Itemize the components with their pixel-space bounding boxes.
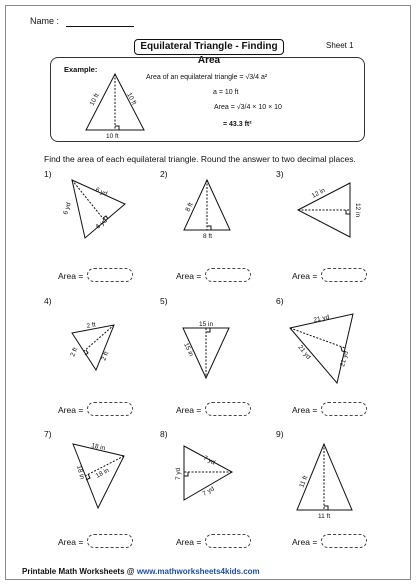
- triangle-6-label-top: 21 yd: [312, 313, 330, 324]
- triangle-8-label-left: 7 yd: [175, 467, 182, 480]
- problem-number-9: 9): [276, 429, 284, 439]
- triangle-4: [72, 325, 114, 370]
- triangle-7-label-mid: 18 in: [94, 466, 111, 480]
- problem-number-1: 1): [44, 169, 52, 179]
- triangle-4-label-top: 2 ft: [86, 321, 97, 330]
- triangle-4-label-left: 2 ft: [69, 346, 80, 358]
- area-label-2: Area =: [176, 271, 202, 281]
- triangle-7-label-top: 18 in: [90, 442, 106, 453]
- example-formula-prefix: Area of an equilateral triangle =: [146, 74, 244, 81]
- footer: [22, 567, 260, 576]
- instructions: Find the area of each equilateral triangle. Round the answer to two decimal places.: [44, 154, 356, 164]
- triangle-6-label-left: 21 yd: [296, 343, 312, 361]
- problem-number-5: 5): [160, 296, 168, 306]
- triangle-8-label-bottom: 7 yd: [201, 485, 216, 498]
- problem-number-7: 7): [44, 429, 52, 439]
- area-label-3: Area =: [292, 271, 318, 281]
- example-label-left: 10 ft: [88, 92, 101, 107]
- name-label: Name :: [30, 16, 60, 26]
- triangle-2-label-left: 8 ft: [184, 201, 195, 213]
- area-label-6: Area =: [292, 405, 318, 415]
- area-label-9: Area =: [292, 537, 318, 547]
- triangle-5-label-top: 15 in: [199, 321, 214, 328]
- triangle-2-label-bottom: 8 ft: [203, 233, 213, 240]
- footer-url-link[interactable]: www.mathworksheets4kids.com: [136, 567, 260, 576]
- triangle-1-label-left: 6 yd: [62, 201, 73, 216]
- triangle-9-label-left: 11 ft: [298, 474, 310, 489]
- footer-prefix: Printable Math Worksheets @: [22, 567, 135, 576]
- area-label-1: Area =: [58, 271, 84, 281]
- worksheet-title: Equilateral Triangle - Finding Area: [134, 39, 284, 55]
- example-label-bottom: 10 ft: [106, 133, 119, 140]
- triangle-5-label-left: 15 in: [182, 341, 195, 358]
- problem-number-3: 3): [276, 169, 284, 179]
- triangle-9-label-bottom: 11 ft: [318, 513, 331, 520]
- triangle-8-label-top: 7 yd: [202, 454, 217, 467]
- example-label-right: 10 ft: [125, 91, 138, 107]
- triangle-7-label-left: 18 in: [75, 464, 86, 481]
- area-label-7: Area =: [58, 537, 84, 547]
- triangle-6-label-right: 21 yd: [339, 350, 351, 368]
- problem-number-6: 6): [276, 296, 284, 306]
- example-sub-prefix: Area =: [214, 104, 235, 111]
- example-label: Example:: [64, 65, 98, 74]
- example-result: = 43.3 ft²: [223, 121, 252, 128]
- example-formula-expr: √3/4 a²: [245, 74, 268, 81]
- example-sub-expr: √3/4 × 10 × 10: [236, 104, 282, 111]
- problem-number-2: 2): [160, 169, 168, 179]
- problem-number-8: 8): [160, 429, 168, 439]
- triangle-4-label-right: 2 ft: [100, 350, 111, 362]
- triangle-3-label-top: 12 in: [310, 186, 327, 200]
- triangle-1-label-top: 6 yd: [94, 186, 109, 198]
- sheet-label: Sheet 1: [326, 41, 354, 50]
- area-label-4: Area =: [58, 405, 84, 415]
- area-label-8: Area =: [176, 537, 202, 547]
- problem-number-4: 4): [44, 296, 52, 306]
- triangle-3-label-right: 12 in: [354, 203, 361, 218]
- triangle-1-label-mid: 6 yd: [94, 217, 109, 231]
- area-label-5: Area =: [176, 405, 202, 415]
- example-side-value: a = 10 ft: [213, 89, 239, 96]
